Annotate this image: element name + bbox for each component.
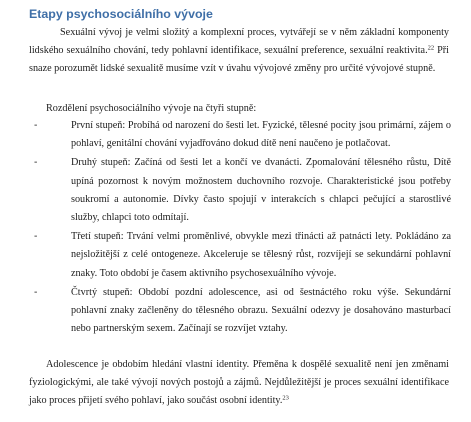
stages-list	[34, 117, 451, 338]
section-heading: Etapy psychosociálního vývoje	[29, 7, 213, 21]
stage-list-item-2	[34, 154, 451, 227]
closing-paragraph	[29, 356, 449, 411]
stage-text-2: Druhý stupeň: Začíná od šesti let a končí ve dvanácti. Zpomalování tělesného růstu, Dítě upíná pozornost k novým možnostem duchovního rozvoje. Charakteristické jsou potřeby soukromí a autonomie. Dívky často spojují v interakcích s chlapci pečující a starostlivé služby, chlapci toto odmítají.	[71, 157, 451, 224]
bullet-marker: -	[34, 231, 38, 243]
stage-text-4: Čtvrtý stupeň: Období pozdní adolescence, asi od šestnáctého roku výše. Sekundární pohlavní znaky začleněny do tělesného obrazu. Sexuální odezvy je dosahováno masturbací nebo partnerským sexem. Začínají se rozvíjet vztahy.	[71, 286, 451, 335]
intro-paragraph-tail: Při snaze porozumět lidské sexualitě musíme vzít v úvahu vývojové změny pro určité vývojové stupně.	[29, 45, 450, 75]
closing-paragraph-text: Adolescence je obdobím hledání vlastní identity. Přeměna k dospělé sexualitě není jen změnami fyziologickými, ale také vývojí nových postojů a zájmů. Nejdůležitější je proces sexuální identifikace jako proces přijetí svého pohlaví, jako součást osobní identity.	[29, 359, 449, 407]
footnote-reference-22: 22	[427, 44, 435, 52]
intro-paragraph	[29, 24, 449, 79]
bullet-marker: -	[34, 157, 38, 169]
stage-list-item-1	[34, 117, 451, 153]
stage-text-1: První stupeň: Probíhá od narození do šesti let. Fyzické, tělesné pocity jsou primární, zájem o pohlaví, genitální chování vyjadřováno dokud dítě není naučeno je potlačovat.	[71, 120, 451, 150]
stage-list-item-4	[34, 284, 451, 339]
stages-intro-paragraph: Rozdělení psychosociálního vývoje na čtyři stupně:	[46, 103, 257, 114]
bullet-marker: -	[34, 120, 38, 131]
bullet-marker: -	[34, 286, 38, 298]
intro-paragraph-text: Sexuální vývoj je velmi složitý a komplexní proces, vytvářejí se v něm základní komponenty lidského sexuálního chování, tedy pohlavní identifikace, sexuální preference, sexuální reaktivita.	[29, 27, 449, 57]
stage-list-item-3	[34, 228, 451, 283]
stage-text-3: Třetí stupeň: Trvání velmi proměnlivé, obvykle mezi třinácti až patnácti lety. Pokládáno za nejsložitější z celé ontogeneze. Akceleruje se tělesný růst, rozvíjejí se sekundární pohlavní znaky. Toto období je časem aktivního psychosexuálního vývoje.	[71, 231, 451, 279]
footnote-reference-23: 23	[282, 394, 289, 402]
